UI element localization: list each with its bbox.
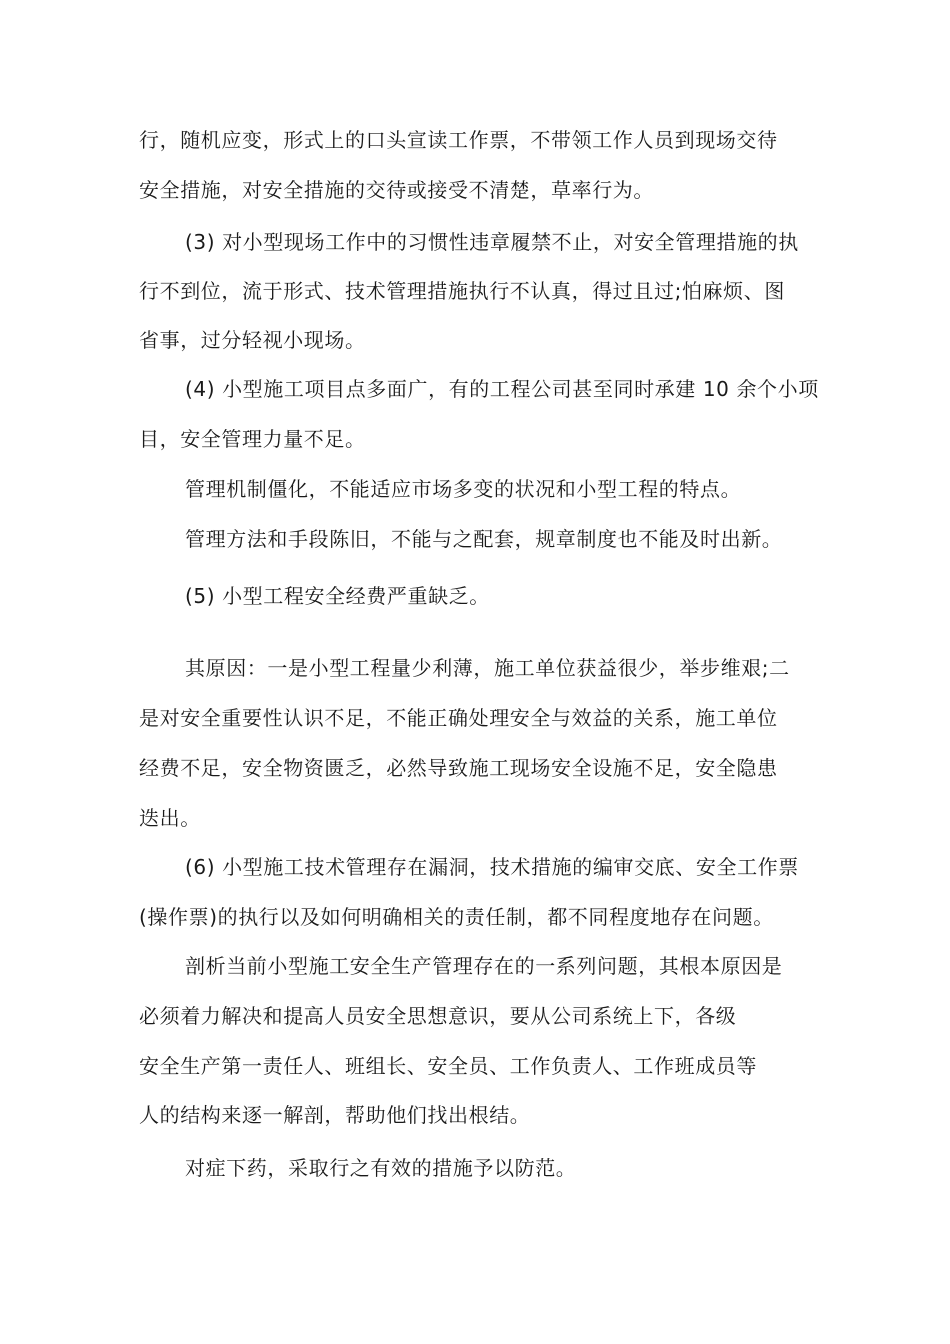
text-line: 必须着力解决和提高人员安全思想意识，要从公司系统上下，各级 [139,1004,737,1028]
text-line: 目，安全管理力量不足。 [139,427,366,451]
text-line: 行，随机应变，形式上的口头宣读工作票，不带领工作人员到现场交待 [139,128,778,152]
text-line: (6) 小型施工技术管理存在漏洞，技术措施的编审交底、安全工作票 [185,855,799,879]
text-line: 安全措施，对安全措施的交待或接受不清楚，草率行为。 [139,178,654,202]
text-line: 剖析当前小型施工安全生产管理存在的一系列问题，其根本原因是 [185,954,783,978]
text-line: (3) 对小型现场工作中的习惯性违章履禁不止，对安全管理措施的执 [185,230,799,254]
text-line: 对症下药，采取行之有效的措施予以防范。 [185,1156,577,1180]
text-line: 经费不足，安全物资匮乏，必然导致施工现场安全设施不足，安全隐患 [139,756,778,780]
text-line: 是对安全重要性认识不足，不能正确处理安全与效益的关系，施工单位 [139,706,778,730]
text-line: (5) 小型工程安全经费严重缺乏。 [185,584,490,608]
text-line: 迭出。 [139,806,201,830]
text-line: 其原因：一是小型工程量少利薄，施工单位获益很少，举步维艰;二 [185,656,790,680]
text-line: 人的结构来逐一解剖，帮助他们找出根结。 [139,1103,531,1127]
text-line: (4) 小型施工项目点多面广，有的工程公司甚至同时承建 10 余个小项 [185,377,819,401]
text-line: (操作票)的执行以及如何明确相关的责任制，都不同程度地存在问题。 [139,905,774,929]
text-line: 管理方法和手段陈旧，不能与之配套，规章制度也不能及时出新。 [185,527,783,551]
text-line: 安全生产第一责任人、班组长、安全员、工作负责人、工作班成员等 [139,1054,757,1078]
text-line: 管理机制僵化，不能适应市场多变的状况和小型工程的特点。 [185,477,742,501]
text-line: 省事，过分轻视小现场。 [139,328,366,352]
text-line: 行不到位，流于形式、技术管理措施执行不认真，得过且过;怕麻烦、图 [139,279,785,303]
